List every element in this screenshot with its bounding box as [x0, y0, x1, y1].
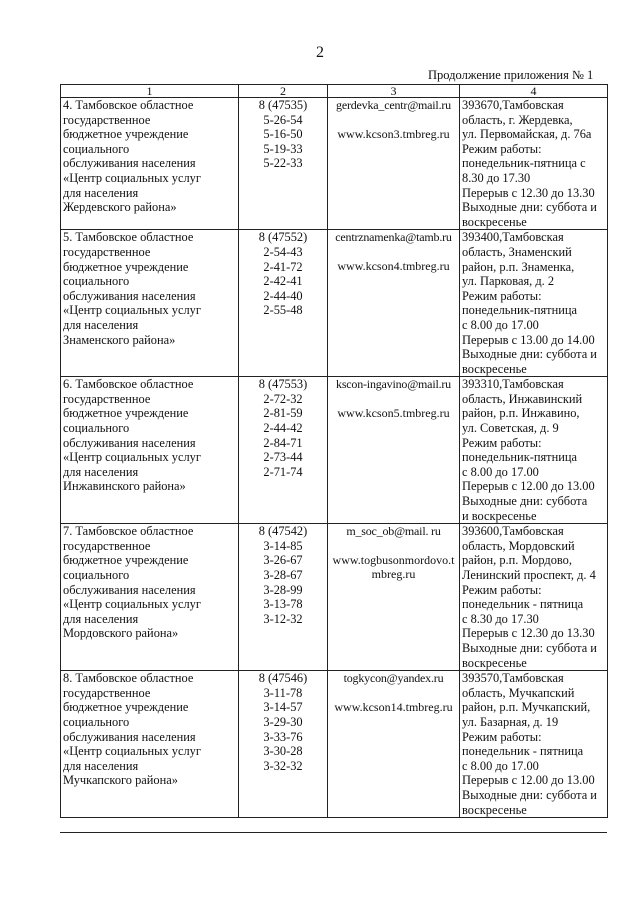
phone-number: 8 (47535) [258, 98, 308, 112]
address-line: Режим работы: [462, 141, 542, 156]
phone-number: 5-22-33 [263, 156, 303, 171]
phone-number: 3-14-85 [263, 538, 303, 553]
address-line: район, р.п. Знаменка, [462, 259, 575, 274]
phone-number: 2-84-71 [263, 435, 303, 450]
address-line: понедельник-пятница [462, 303, 577, 318]
institution-name-line: «Центр социальных услуг [63, 744, 201, 759]
institution-name-line: государственное [63, 244, 151, 259]
address-line: воскресенье [462, 214, 527, 229]
table-row [61, 230, 608, 377]
address-line: район, р.п. Мордово, [462, 553, 572, 568]
address-line: ул. Первомайская, д. 76а [462, 127, 592, 142]
institution-name-line: бюджетное учреждение [63, 700, 189, 715]
institution-name-line: государственное [63, 685, 151, 700]
address-line: понедельник - пятница [462, 597, 584, 612]
phone-number: 3-32-32 [263, 758, 303, 773]
phone-number: 5-16-50 [263, 127, 303, 142]
institution-name-line: Знаменского района» [63, 332, 176, 347]
institutions-table [60, 84, 608, 818]
institution-name-line: Жердевского района» [63, 200, 177, 215]
website-link[interactable]: www.kcson3.tmbreg.ru [337, 126, 450, 141]
address-line: Перерыв с 13.00 до 14.00 [462, 332, 595, 347]
contacts-cell [328, 230, 460, 377]
address-line: Перерыв с 12.00 до 13.00 [462, 479, 595, 494]
address-line: Режим работы: [462, 729, 542, 744]
address-line: Выходные дни: суббота и [462, 200, 597, 215]
email-link[interactable]: togkycon@yandex.ru [343, 671, 444, 686]
institution-name-line: «Центр социальных услуг [63, 303, 201, 318]
email-link[interactable]: kscon-ingavino@mail.ru [336, 377, 451, 392]
address-line: ул. Советская, д. 9 [462, 421, 559, 436]
address-schedule-cell [460, 377, 608, 524]
phone-cell [239, 524, 328, 671]
phone-number: 2-44-40 [263, 288, 303, 303]
phone-number: 8 (47542) [258, 524, 308, 539]
phone-cell [239, 671, 328, 818]
address-line: область, Мучкапский [462, 685, 575, 700]
address-line: понедельник-пятница с [462, 156, 586, 171]
address-line: Выходные дни: суббота и [462, 787, 597, 802]
address-line: Перерыв с 12.00 до 13.00 [462, 773, 595, 788]
phone-number: 2-54-43 [263, 244, 303, 259]
phone-number: 2-44-42 [263, 421, 303, 436]
website-link[interactable]: www.togbusonmordovo.tmbreg.ru [332, 552, 455, 582]
institution-name-line: обслуживания населения [63, 729, 196, 744]
institution-name-line: обслуживания населения [63, 435, 196, 450]
bottom-rule [60, 832, 607, 833]
phone-number: 3-28-67 [263, 568, 303, 582]
address-line: Выходные дни: суббота и [462, 347, 597, 362]
phone-number: 5-19-33 [263, 141, 303, 156]
email-link[interactable]: m_soc_ob@mail. ru [346, 524, 441, 539]
website-link[interactable]: www.kcson4.tmbreg.ru [337, 258, 450, 273]
phone-number: 5-26-54 [263, 112, 303, 127]
institution-name-line: социального [63, 274, 130, 289]
institution-name-line: обслуживания населения [63, 288, 196, 303]
website-link[interactable]: www.kcson14.tmbreg.ru [334, 699, 453, 714]
institution-name-line: «Центр социальных услуг [63, 450, 201, 465]
phone-number: 3-12-32 [263, 611, 303, 626]
website-link[interactable]: www.kcson5.tmbreg.ru [337, 405, 450, 420]
address-line: понедельник - пятница [462, 744, 584, 759]
institution-name-line: для населения [63, 758, 139, 773]
institution-name-line: обслуживания населения [63, 156, 196, 171]
institution-name-line: для населения [63, 185, 139, 200]
email-link[interactable]: gerdevka_centr@mail.ru [336, 98, 451, 112]
column-header-1: 1 [61, 85, 239, 98]
institution-name-line: социального [63, 568, 130, 582]
institution-name-line: государственное [63, 112, 151, 127]
phone-cell [239, 98, 328, 230]
address-line: понедельник-пятница [462, 450, 577, 465]
institution-name-cell [61, 524, 239, 671]
institution-name-line: 5. Тамбовское областное [63, 230, 194, 245]
column-header-2: 2 [239, 85, 328, 98]
address-schedule-cell [460, 230, 608, 377]
institution-name-line: социального [63, 421, 130, 436]
table-row [61, 98, 608, 230]
address-line: 393600,Тамбовская [462, 524, 564, 539]
institution-name-line: государственное [63, 538, 151, 553]
continuation-caption: Продолжение приложения № 1 [428, 68, 594, 82]
address-line: 393310,Тамбовская [462, 377, 564, 392]
phone-number: 3-14-57 [263, 700, 303, 715]
institution-name-line: 7. Тамбовское областное [63, 524, 194, 539]
phone-cell [239, 377, 328, 524]
address-line: 8.30 до 17.30 [462, 170, 531, 185]
table-header-row [61, 85, 608, 98]
address-schedule-cell [460, 98, 608, 230]
phone-number: 3-11-78 [263, 685, 303, 700]
institution-name-line: обслуживания населения [63, 582, 196, 597]
institution-name-line: 4. Тамбовское областное [63, 98, 194, 112]
address-line: Режим работы: [462, 582, 542, 597]
institution-name-line: 6. Тамбовское областное [63, 377, 194, 392]
address-line: с 8.00 до 17.00 [462, 758, 539, 773]
phone-number: 2-81-59 [263, 406, 303, 421]
address-line: область, Инжавинский [462, 391, 583, 406]
phone-number: 3-13-78 [263, 597, 303, 612]
institution-name-line: 8. Тамбовское областное [63, 671, 194, 686]
phone-number: 2-55-48 [263, 303, 303, 318]
institution-name-line: Инжавинского района» [63, 479, 186, 494]
address-schedule-cell [460, 524, 608, 671]
column-header-4: 4 [460, 85, 608, 98]
institution-name-cell [61, 230, 239, 377]
phone-number: 8 (47553) [258, 377, 308, 392]
institution-name-line: для населения [63, 317, 139, 332]
address-line: воскресенье [462, 655, 527, 670]
institution-name-line: государственное [63, 391, 151, 406]
phone-number: 2-71-74 [263, 464, 303, 479]
address-line: ул. Базарная, д. 19 [462, 714, 559, 729]
address-line: Режим работы: [462, 435, 542, 450]
phone-number: 2-41-72 [263, 259, 303, 274]
institution-name-line: бюджетное учреждение [63, 406, 189, 421]
contacts-cell [328, 98, 460, 230]
table-row [61, 377, 608, 524]
table-row [61, 671, 608, 818]
page-number: 2 [316, 44, 324, 61]
institution-name-line: бюджетное учреждение [63, 259, 189, 274]
institution-name-cell [61, 377, 239, 524]
address-line: с 8.30 до 17.30 [462, 611, 539, 626]
institution-name-line: бюджетное учреждение [63, 553, 189, 568]
institution-name-line: «Центр социальных услуг [63, 170, 201, 185]
address-line: Выходные дни: суббота [462, 494, 588, 509]
address-line: 393670,Тамбовская [462, 98, 564, 112]
address-line: Режим работы: [462, 288, 542, 303]
phone-number: 3-30-28 [263, 744, 303, 759]
address-line: Выходные дни: суббота и [462, 640, 597, 655]
phone-number: 2-42-41 [263, 274, 303, 289]
phone-number: 3-28-99 [263, 582, 303, 597]
contacts-cell [328, 671, 460, 818]
contacts-cell [328, 524, 460, 671]
address-line: область, Знаменский [462, 244, 572, 259]
address-line: с 8.00 до 17.00 [462, 317, 539, 332]
address-line: с 8.00 до 17.00 [462, 464, 539, 479]
institution-name-line: «Центр социальных услуг [63, 597, 201, 612]
address-line: ул. Парковая, д. 2 [462, 274, 555, 289]
table-row [61, 524, 608, 671]
contacts-cell [328, 377, 460, 524]
institution-name-cell [61, 98, 239, 230]
phone-cell [239, 230, 328, 377]
address-line: область, Мордовский [462, 538, 575, 553]
institution-name-line: для населения [63, 464, 139, 479]
institution-name-line: социального [63, 141, 130, 156]
address-line: область, г. Жердевка, [462, 112, 573, 127]
institution-name-line: бюджетное учреждение [63, 127, 189, 142]
institution-name-cell [61, 671, 239, 818]
address-line: район, р.п. Мучкапский, [462, 700, 591, 715]
address-line: 393570,Тамбовская [462, 671, 564, 686]
address-line: воскресенье [462, 361, 527, 376]
address-line: воскресенье [462, 802, 527, 817]
address-line: район, р.п. Инжавино, [462, 406, 580, 421]
phone-number: 3-29-30 [263, 714, 303, 729]
column-header-3: 3 [328, 85, 460, 98]
address-line: Перерыв с 12.30 до 13.30 [462, 185, 595, 200]
phone-number: 3-33-76 [263, 729, 303, 744]
address-schedule-cell [460, 671, 608, 818]
phone-number: 3-26-67 [263, 553, 303, 568]
address-line: и воскресенье [462, 508, 537, 523]
address-line: Перерыв с 12.30 до 13.30 [462, 626, 595, 641]
phone-number: 2-73-44 [263, 450, 303, 465]
address-line: Ленинский проспект, д. 4 [462, 568, 596, 582]
phone-number: 8 (47552) [258, 230, 308, 245]
institution-name-line: для населения [63, 611, 139, 626]
phone-number: 2-72-32 [263, 391, 303, 406]
institution-name-line: Мордовского района» [63, 626, 179, 641]
address-line: 393400,Тамбовская [462, 230, 564, 245]
institution-name-line: социального [63, 714, 130, 729]
phone-number: 8 (47546) [258, 671, 308, 686]
email-link[interactable]: centrznamenka@tamb.ru [335, 230, 452, 245]
institution-name-line: Мучкапского района» [63, 773, 178, 788]
